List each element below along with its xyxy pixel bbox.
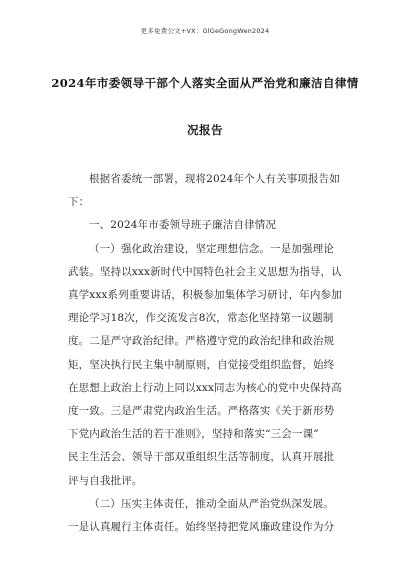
body-line: 一是认真履行主体责任。始终坚持把党风廉政建设作为分 [68, 521, 335, 534]
section-paragraph-1 [68, 238, 348, 493]
body-line: 理论学习18次，作交流发言8次，常态化坚持第一议题制 [68, 312, 334, 325]
body-line: 下党内政治生活的若干准则》，坚持和落实“三会一课” [68, 428, 319, 441]
section-heading [68, 214, 348, 237]
document-title-line-2: 况报告 [187, 123, 223, 137]
body-line: 矩，坚决执行民主集中制原则，自觉接受组织监督，始终 [68, 358, 335, 371]
section-paragraph-2 [68, 493, 348, 539]
body-line: 民主生活会、领导干部双重组织生活等制度，认真开展批 [68, 451, 335, 464]
body-line: 在思想上政治上行动上同以xxx同志为核心的党中央保持高 [68, 381, 342, 394]
body-line: 根据省委统一部署，现将2024年个人有关事项报告如 [89, 173, 340, 185]
header-note: 更多免费公文+VX：GlGeGongWen2024 [140, 27, 270, 35]
document-body [68, 168, 348, 539]
body-line: 下： [68, 196, 90, 209]
body-line: （一）强化政治建设，坚定理想信念。一是加强理论 [89, 242, 334, 255]
body-line: 真学xxx系列重要讲话，积极参加集体学习研讨，年内参加 [68, 289, 342, 302]
body-line: 一、2024年市委领导班子廉洁自律情况 [89, 219, 277, 232]
intro-paragraph [68, 168, 348, 214]
body-line: （二）压实主体责任，推动全面从严治党纵深发展。 [89, 497, 334, 510]
body-line: 武装。坚持以xxx新时代中国特色社会主义思想为指导，认 [68, 265, 342, 278]
body-line: 评与自我批评。 [68, 474, 143, 487]
body-line: 度。二是严守政治纪律。严格遵守党的政治纪律和政治规 [68, 335, 335, 348]
document-title-line-1: 2024年市委领导干部个人落实全面从严治党和廉洁自律情 [51, 76, 359, 90]
body-line: 度一致。三是严肃党内政治生活。严格落实《关于新形势 [68, 405, 335, 418]
